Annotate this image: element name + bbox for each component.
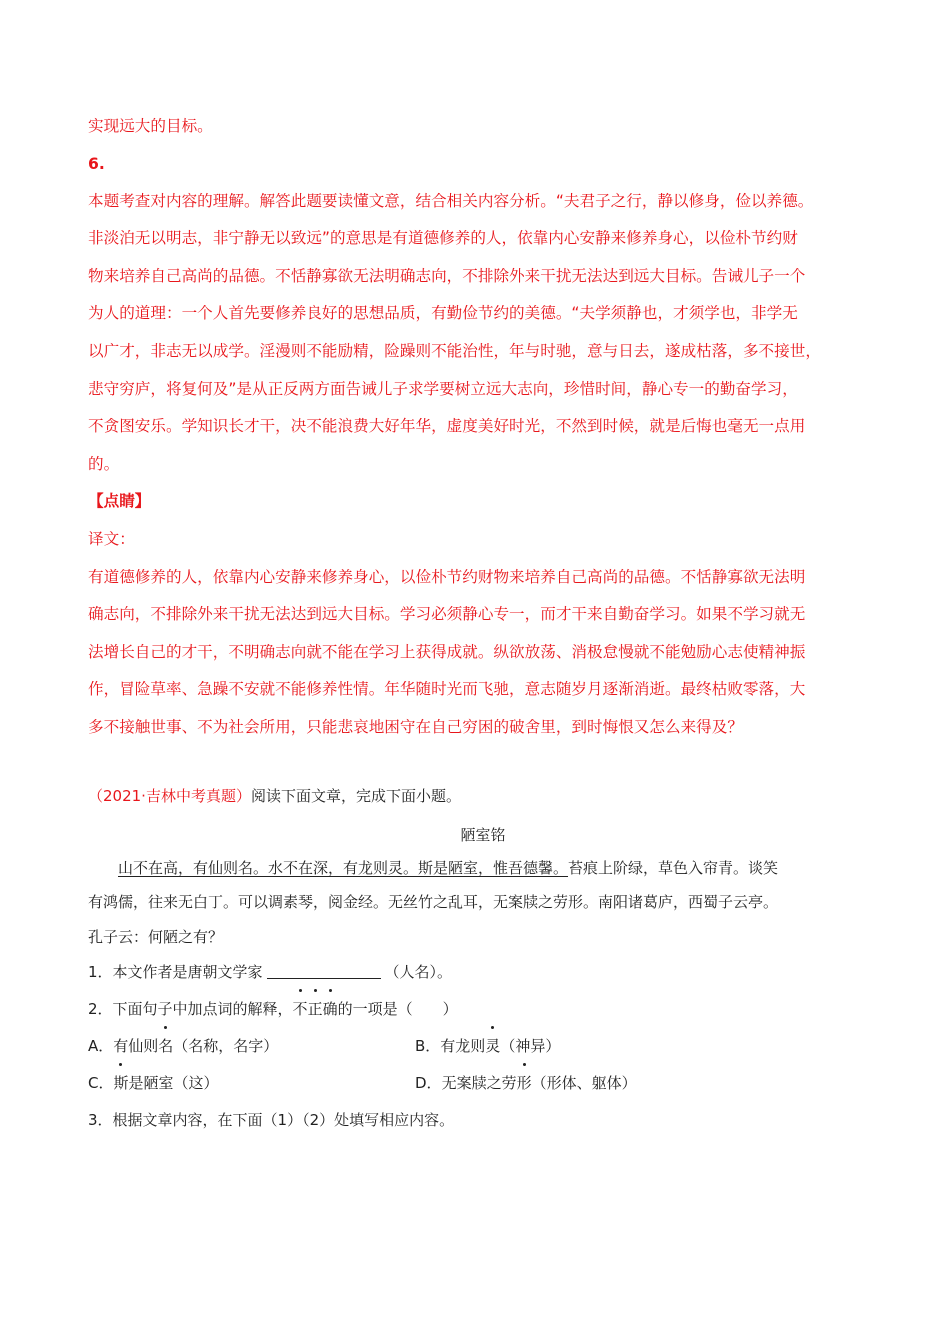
dotted-char: 斯 (113, 1065, 128, 1102)
analysis-line: 物来培养自己高尚的品德。不恬静寡欲无法明确志向，不排除外来干扰无法达到远大目标。告诫儿子一个 (88, 266, 806, 285)
translation-line: 多不接触世事、不为社会所用，只能悲哀地困守在自己穷困的破舍里，到时悔恨又怎么来得及？ (88, 717, 743, 736)
option-text: （神异） (500, 1037, 561, 1055)
question-6-number: 6. (88, 154, 105, 173)
translation-line: 法增长自己的才干，不明确志向就不能在学习上获得成就。纵欲放荡、消极怠慢就不能勉励心志使精神振 (88, 642, 806, 661)
option-label: C． (88, 1074, 114, 1092)
option-label: A． (88, 1037, 114, 1055)
question-1 (88, 954, 878, 991)
option-b[interactable] (415, 1028, 560, 1065)
analysis-line: 悲守穷庐，将复何及”是从正反两方面告诫儿子求学要树立远大志向，珍惜时间，静心专一的勤奋学习， (88, 379, 798, 398)
dianjing-heading: 【点睛】 (88, 492, 151, 511)
document-page (88, 108, 878, 1139)
translation-text (88, 559, 878, 747)
options-row-ab (88, 1028, 878, 1065)
dotted-char: 灵 (485, 1028, 500, 1065)
analysis-line: 不贪图安乐。学知识长才干，决不能浪费大好年华，虚度美好时光，不然到时候，就是后悔也毫无一点用 (88, 417, 806, 436)
question-6-analysis (88, 183, 878, 484)
analysis-line: 的。 (88, 454, 120, 473)
option-text: 有龙则 (440, 1037, 486, 1055)
dotted-char: 正 (308, 991, 323, 1028)
analysis-line: 为人的道理：一个人首先要修养良好的思想品质，有勤俭节约的美德。“夫学须静也，才须学也，非学无 (88, 304, 798, 323)
translation-line: 有道德修养的人，依靠内心安静来修养身心，以俭朴节约财物来培养自己高尚的品德。不恬静寡欲无法明 (88, 567, 806, 586)
exam-source: （2021·吉林中考真题） (88, 786, 251, 805)
dotted-char: 确 (323, 991, 338, 1028)
answer-blank[interactable] (267, 962, 381, 979)
section-intro (88, 778, 878, 815)
translation-label: 译文： (88, 529, 135, 548)
option-d[interactable] (415, 1065, 637, 1102)
option-label: B． (415, 1037, 441, 1055)
option-a[interactable] (88, 1028, 415, 1065)
poem-text-rest: 苔痕上阶绿，草色入帘青。谈笑 (568, 858, 779, 877)
option-text: 是陋室（这） (128, 1074, 219, 1092)
poem-title: 陋室铭 (460, 825, 506, 844)
option-text: （形体、躯体） (531, 1074, 637, 1092)
question-2 (88, 991, 878, 1028)
poem-line (88, 851, 878, 886)
answer-tail-text: 实现远大的目标。 (88, 117, 213, 135)
option-label: D． (415, 1074, 442, 1092)
question-1-suffix: （人名）。 (384, 963, 453, 981)
analysis-line: 非淡泊无以明志，非宁静无以致远”的意思是有道德修养的人，依靠内心安静来修养身心，以俭朴节约财 (88, 229, 798, 248)
analysis-line: 本题考查对内容的理解。解答此题要读懂文意，结合相关内容分析。“夫君子之行，静以修身，俭以养德。 (88, 191, 814, 210)
dotted-char: 名 (158, 1028, 173, 1065)
option-c[interactable] (88, 1065, 415, 1102)
dotted-char: 不 (293, 991, 308, 1028)
dotted-char: 形 (517, 1065, 532, 1102)
option-text: 有仙则 (113, 1037, 159, 1055)
poem-line: 有鸿儒，往来无白丁。可以调素琴，阅金经。无丝竹之乱耳，无案牍之劳形。南阳诸葛庐，西蜀子云亭。 (88, 893, 779, 911)
question-2-text: 2．下面句子中加点词的解释， (88, 1000, 293, 1018)
poem-underlined-text: 山不在高，有仙则名。水不在深，有龙则灵。斯是陋室，惟吾德馨。 (118, 858, 569, 877)
option-text: 无案牍之劳 (441, 1074, 517, 1092)
options-row-cd (88, 1065, 878, 1102)
translation-line: 确志向，不排除外来干扰无法达到远大目标。学习必须静心专一，而才干来自勤奋学习。如果不学习就无 (88, 605, 806, 624)
poem-text (88, 851, 878, 955)
question-1-text: 1．本文作者是唐朝文学家 (88, 963, 263, 981)
option-text: （名称，名字） (173, 1037, 279, 1055)
section-instruction: 阅读下面文章，完成下面小题。 (250, 786, 461, 805)
translation-line: 作，冒险草率、急躁不安就不能修养性情。年华随时光而飞驰，意志随岁月逐渐消逝。最终枯败零落，大 (88, 680, 806, 699)
question-3: 3．根据文章内容，在下面（1）（2）处填写相应内容。 (88, 1111, 455, 1129)
analysis-line: 以广才，非志无以成学。淫漫则不能励精，险躁则不能治性，年与时驰，意与日去，遂成枯落，多不接世， (88, 341, 821, 360)
poem-line: 孔子云：何陋之有？ (88, 927, 224, 946)
question-2-suffix: 的一项是（ ） (337, 1000, 458, 1018)
